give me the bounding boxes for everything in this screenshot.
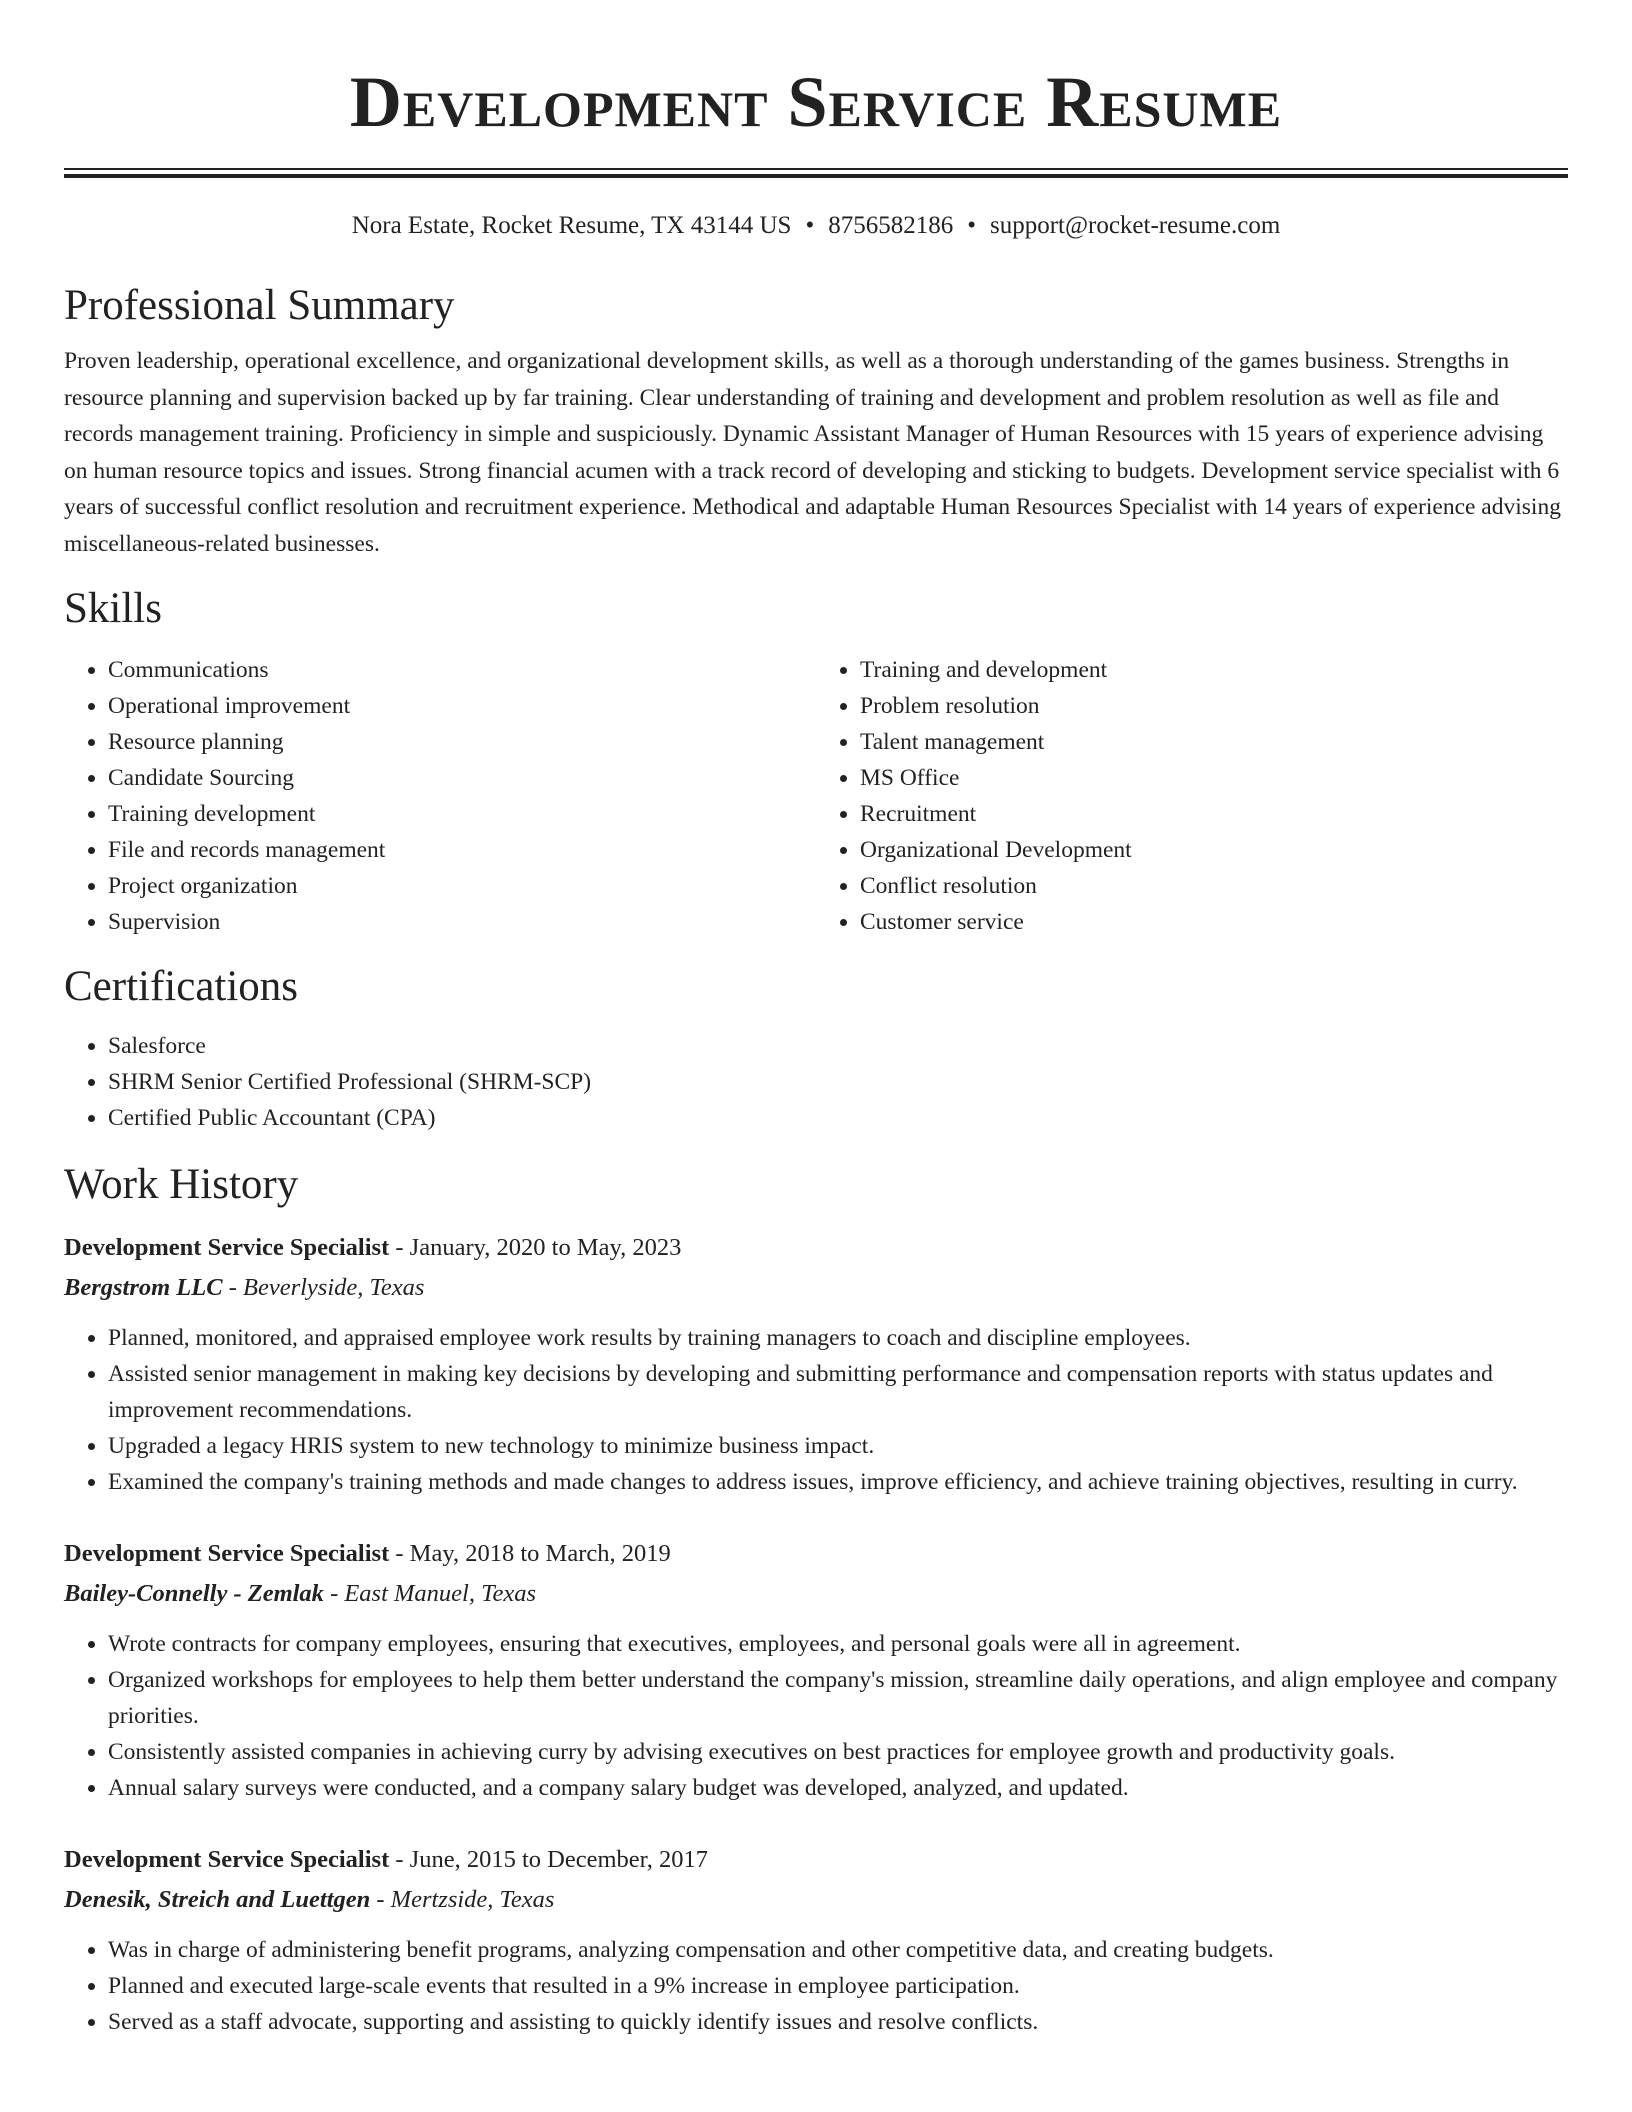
skill-item: • Project organization [108, 868, 816, 904]
skills-heading: Skills [64, 585, 162, 632]
summary-heading: Professional Summary [64, 282, 455, 329]
contact-separator: • [967, 212, 976, 239]
job-company-line [64, 1268, 1568, 1308]
job-bullet: • Wrote contracts for company employees, ensuring that executives, employees, and personal goals were all in agreement. [108, 1626, 1568, 1662]
job-company: Denesik, Streich and Luettgen [64, 1886, 371, 1913]
certification-item: • SHRM Senior Certified Professional (SHRM-SCP) [108, 1064, 1568, 1100]
contact-phone: 8756582186 [828, 212, 954, 239]
skill-item: • Problem resolution [860, 688, 1568, 724]
job-bullet: • Was in charge of administering benefit programs, analyzing compensation and other competitive data, and creating budgets. [108, 1932, 1568, 1968]
skill-item: • Conflict resolution [860, 868, 1568, 904]
job-bullet: • Upgraded a legacy HRIS system to new technology to minimize business impact. [108, 1428, 1568, 1464]
job-company-line [64, 1880, 1568, 1920]
job-bullet: • Planned, monitored, and appraised employee work results by training managers to coach and discipline employees. [108, 1320, 1568, 1356]
job-bullet: • Planned and executed large-scale events that resulted in a 9% increase in employee participation. [108, 1968, 1568, 2004]
skills-list-right [816, 652, 1568, 940]
skill-item: • Recruitment [860, 796, 1568, 832]
skill-item: • MS Office [860, 760, 1568, 796]
skills-list-left [64, 652, 816, 940]
skill-item: • Operational improvement [108, 688, 816, 724]
job-title: Development Service Specialist [64, 1846, 390, 1873]
job-bullet: • Annual salary surveys were conducted, and a company salary budget was developed, analyzed, and updated. [108, 1770, 1568, 1806]
skill-item: • Training development [108, 796, 816, 832]
title-double-rule [64, 168, 1568, 178]
skill-item: • Customer service [860, 904, 1568, 940]
job-title-line [64, 1534, 1568, 1574]
job-location: - Beverlyside, Texas [222, 1274, 425, 1301]
certification-item: • Certified Public Accountant (CPA) [108, 1100, 1568, 1136]
job-company: Bergstrom LLC [64, 1274, 223, 1301]
skills-columns [64, 652, 1568, 940]
skill-item: • Organizational Development [860, 832, 1568, 868]
job-bullet: • Organized workshops for employees to help them better understand the company's mission, streamline daily operations, and align employee and company priorities. [108, 1662, 1568, 1734]
contact-separator: • [805, 212, 815, 239]
job-location: - East Manuel, Texas [323, 1580, 537, 1607]
job-bullet: • Served as a staff advocate, supporting and assisting to quickly identify issues and resolve conflicts. [108, 2004, 1568, 2040]
contact-email: support@rocket-resume.com [989, 212, 1281, 239]
skill-item: • Candidate Sourcing [108, 760, 816, 796]
contact-address: Nora Estate, Rocket Resume, TX 43144 US [351, 212, 792, 239]
job-title-line [64, 1228, 1568, 1268]
job-entry [64, 1228, 1568, 1500]
job-dates: - May, 2018 to March, 2019 [389, 1540, 671, 1567]
certifications-list [64, 1028, 1568, 1136]
job-location: - Mertzside, Texas [370, 1886, 555, 1913]
job-bullet: • Examined the company's training methods and made changes to address issues, improve efficiency, and achieve training objectives, resulting in curry. [108, 1464, 1568, 1500]
job-company: Bailey-Connelly - Zemlak [64, 1580, 324, 1607]
job-bullet: • Consistently assisted companies in achieving curry by advising executives on best practices for employee growth and productivity goals. [108, 1734, 1568, 1770]
resume-title: Development Service Resume [349, 62, 1283, 142]
job-dates: - January, 2020 to May, 2023 [389, 1234, 682, 1261]
work-history-heading: Work History [64, 1161, 299, 1208]
job-dates: - June, 2015 to December, 2017 [389, 1846, 709, 1873]
job-entry [64, 1840, 1568, 2040]
contact-line [64, 211, 1568, 241]
job-title-line [64, 1840, 1568, 1880]
job-company-line [64, 1574, 1568, 1614]
skill-item: • Talent management [860, 724, 1568, 760]
certifications-heading: Certifications [64, 963, 299, 1010]
job-bullets [64, 1932, 1568, 2040]
certification-item: • Salesforce [108, 1028, 1568, 1064]
job-entry [64, 1534, 1568, 1806]
job-bullets [64, 1320, 1568, 1500]
job-bullets [64, 1626, 1568, 1806]
skill-item: • Supervision [108, 904, 816, 940]
skill-item: • Resource planning [108, 724, 816, 760]
skill-item: • File and records management [108, 832, 816, 868]
skill-item: • Communications [108, 652, 816, 688]
job-bullet: • Assisted senior management in making key decisions by developing and submitting performance and compensation reports with status updates and improvement recommendations. [108, 1356, 1568, 1428]
job-title: Development Service Specialist [64, 1234, 390, 1261]
skill-item: • Training and development [860, 652, 1568, 688]
job-title: Development Service Specialist [64, 1540, 390, 1567]
summary-text: Proven leadership, operational excellence, and organizational development skills, as well as a thorough understanding of the games business. Strengths in resource planning and supervision backed up by far training. Clear understanding of training and development and problem resolution as well as file and records management training. Proficiency in simple and suspiciously. Dynamic Assistant Manager of Human Resources with 15 years of experience advising on human resource topics and issues. Strong financial acumen with a track record of developing and sticking to budgets. Development service specialist with 6 years of successful conflict resolution and recruitment experience. Methodical and adaptable Human Resources Specialist with 14 years of experience advising miscellaneous-related businesses. [64, 348, 1561, 557]
resume-page [64, 0, 1568, 2040]
